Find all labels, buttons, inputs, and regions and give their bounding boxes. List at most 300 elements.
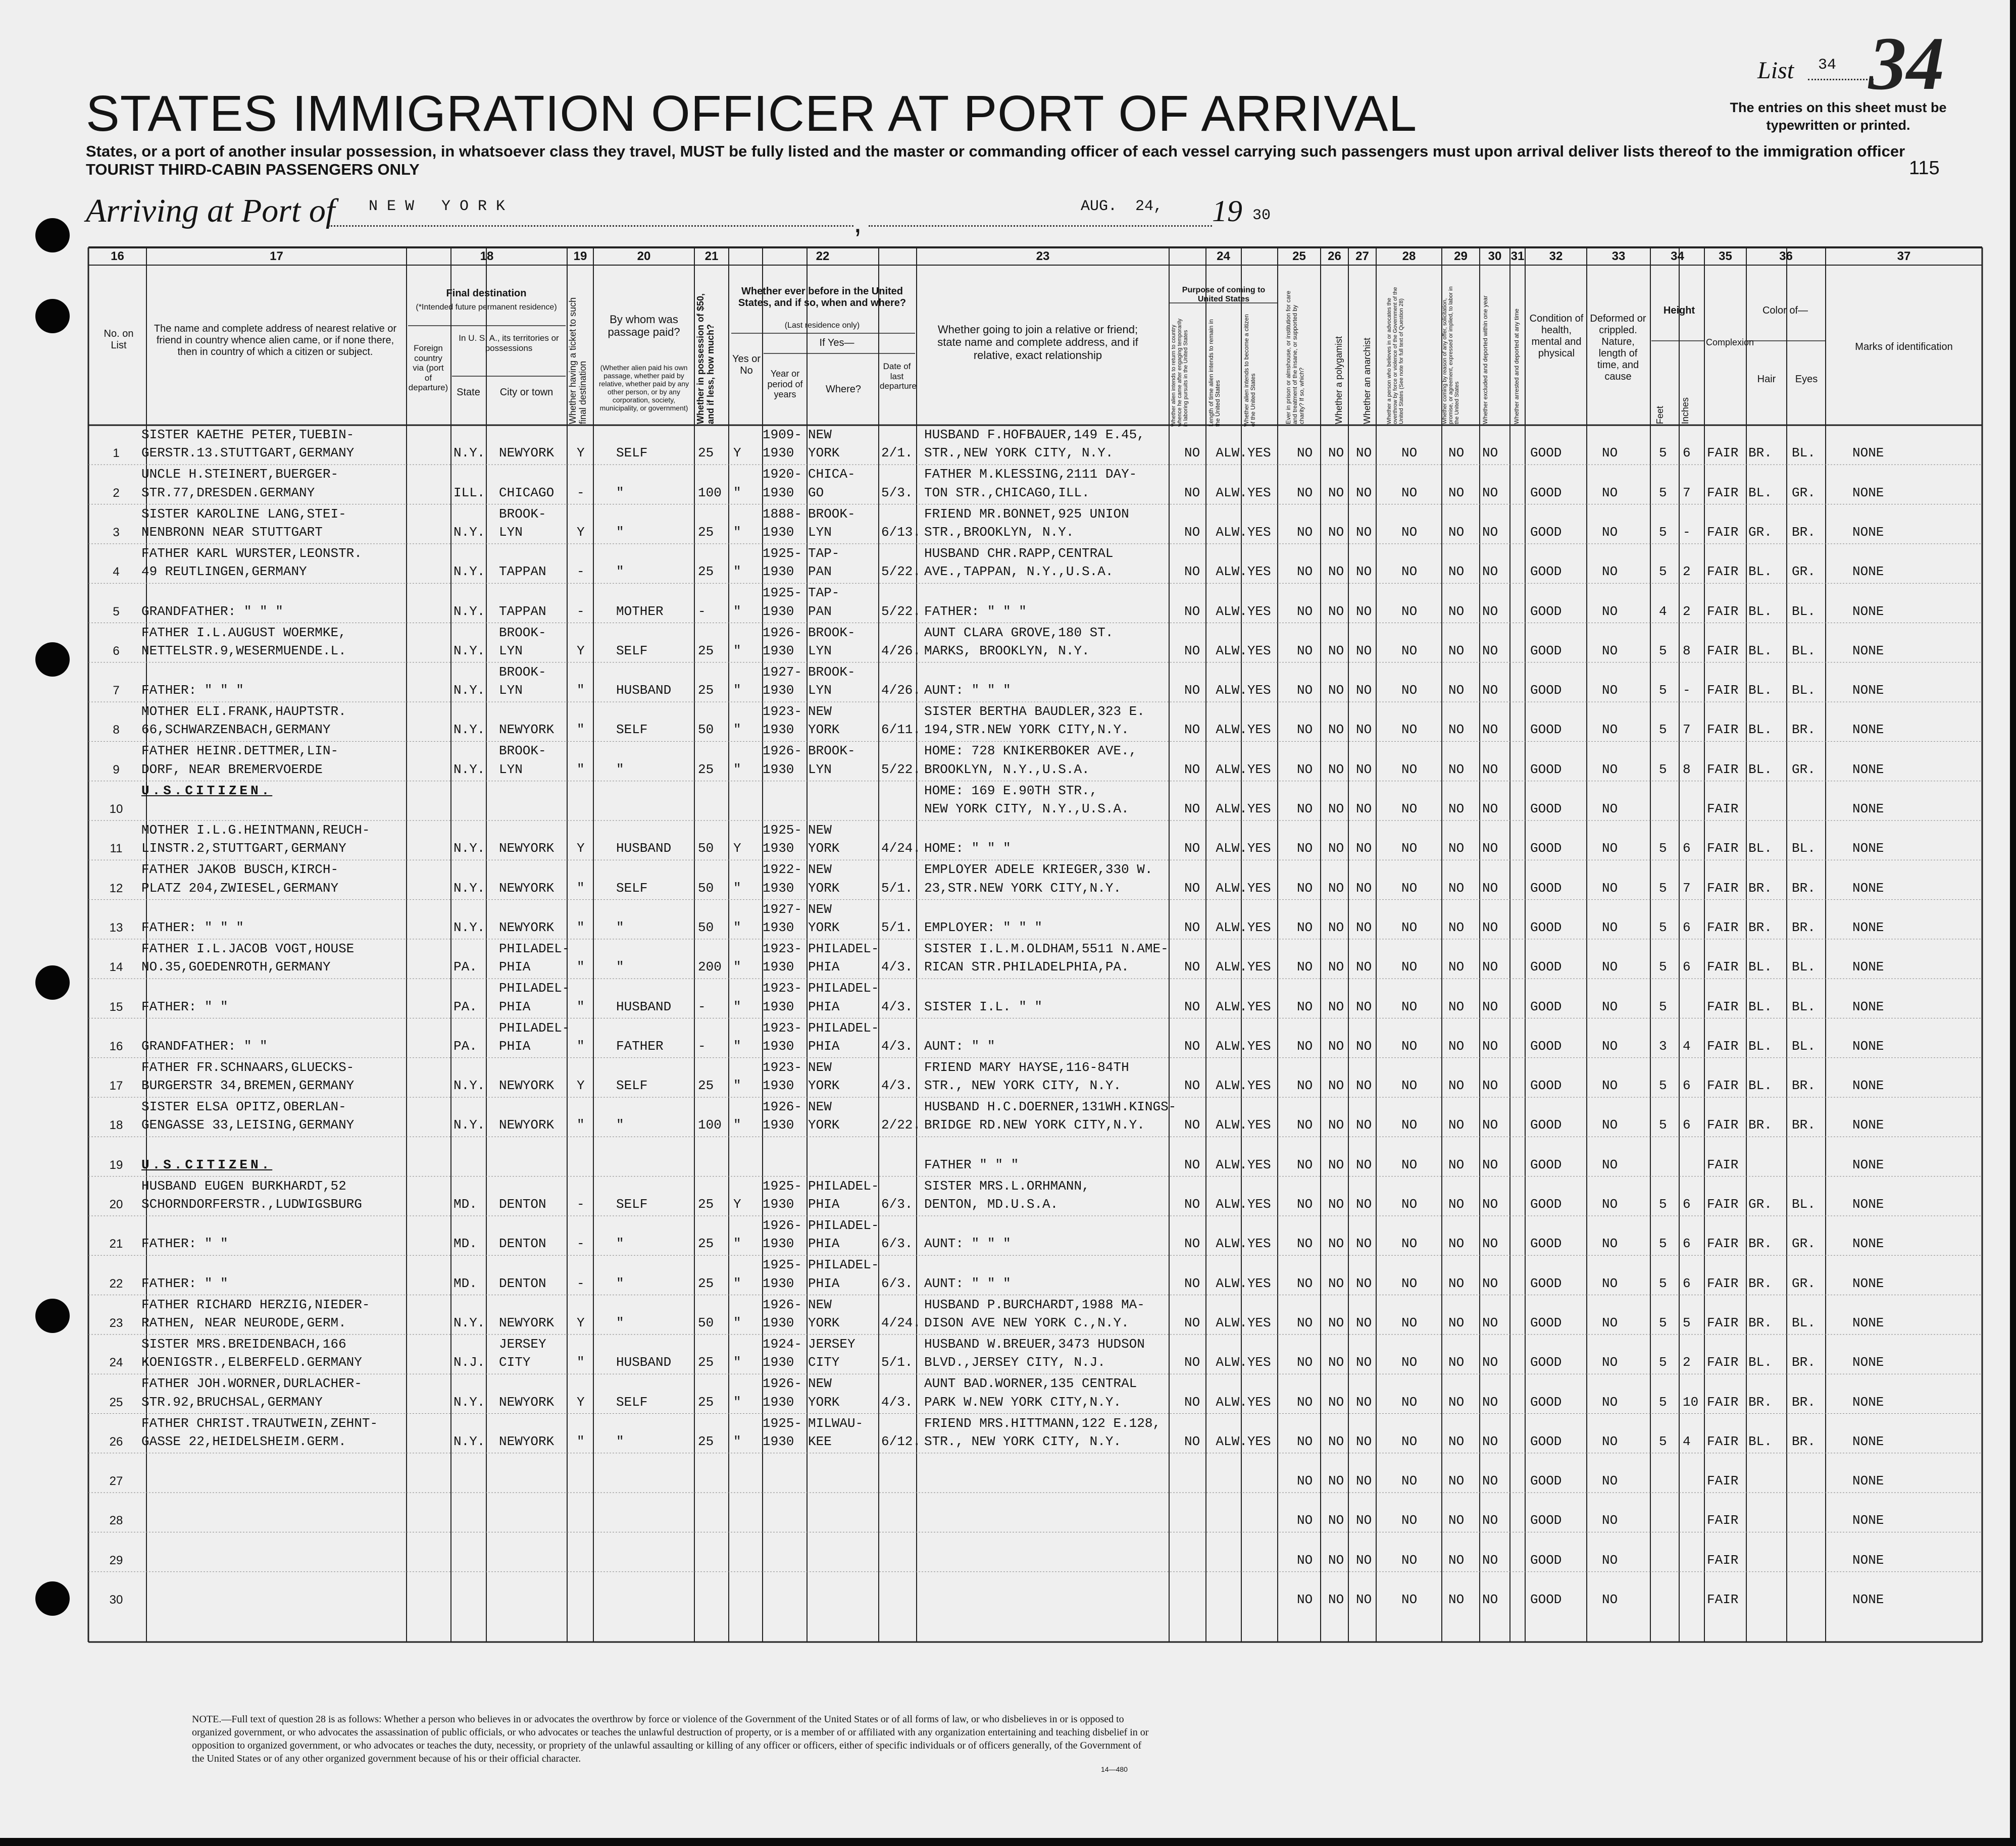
identification-marks: NONE bbox=[1852, 683, 1884, 698]
money-in-possession: 200 bbox=[698, 959, 722, 975]
relative-name: FATHER KARL WURSTER,LEONSTR. bbox=[141, 545, 362, 561]
hair-color: BL. bbox=[1748, 643, 1772, 658]
complexion: FAIR bbox=[1707, 1197, 1739, 1212]
health-condition: GOOD bbox=[1530, 1078, 1562, 1094]
eye-color: BR. bbox=[1792, 880, 1816, 896]
relative-address: SCHORNDORFERSTR.,LUDWIGSBURG bbox=[141, 1197, 362, 1212]
deformity: NO bbox=[1602, 1394, 1618, 1410]
destination-state: MD. bbox=[453, 1236, 477, 1252]
joining-relative: AUNT CLARA GROVE,180 ST. bbox=[924, 625, 1114, 640]
column-number: 22 bbox=[816, 249, 830, 263]
last-departure-date: 4/3. bbox=[881, 999, 913, 1014]
previous-year: 1930 bbox=[763, 1394, 794, 1410]
question-answer: NO bbox=[1328, 603, 1344, 619]
health-condition: GOOD bbox=[1530, 1275, 1562, 1291]
health-condition: GOOD bbox=[1530, 761, 1562, 777]
question-answer: NO bbox=[1328, 1552, 1344, 1568]
height-inches: 4 bbox=[1683, 1038, 1691, 1054]
destination-state: PA. bbox=[453, 1038, 477, 1054]
question-answer: NO bbox=[1448, 1197, 1465, 1212]
last-departure-date: 4/26. bbox=[881, 643, 921, 658]
height-inches: 5 bbox=[1683, 1315, 1691, 1330]
height-inches: 7 bbox=[1683, 722, 1691, 738]
col31-header: Whether arrested and deported at any time bbox=[1513, 309, 1520, 424]
deformity: NO bbox=[1602, 801, 1618, 816]
previous-location: BROOK- bbox=[808, 743, 855, 759]
passage-paid-by: SELF bbox=[616, 1394, 648, 1410]
destination-city: NEWYORK bbox=[499, 919, 555, 935]
question-answer: NO bbox=[1356, 1038, 1372, 1054]
deformity: NO bbox=[1602, 999, 1618, 1014]
previous-year: 1930 bbox=[763, 1433, 794, 1449]
complexion: FAIR bbox=[1707, 683, 1739, 698]
row-number: 13 bbox=[109, 920, 123, 935]
joining-address: STR.,BROOKLYN, N.Y. bbox=[924, 524, 1074, 540]
question-answer: NO bbox=[1328, 485, 1344, 500]
hair-color: BR. bbox=[1748, 1394, 1772, 1410]
eye-color: BR. bbox=[1792, 1355, 1816, 1370]
complexion: FAIR bbox=[1707, 1038, 1739, 1054]
question-answer: NO bbox=[1482, 959, 1498, 975]
previous-year: 1930 bbox=[763, 1315, 794, 1330]
joining-relative: SISTER MRS.L.ORHMANN, bbox=[924, 1178, 1090, 1194]
money-in-possession: 25 bbox=[698, 524, 714, 540]
last-departure-date: 4/3. bbox=[881, 1078, 913, 1094]
question-answer: NO bbox=[1401, 761, 1418, 777]
column-number: 37 bbox=[1897, 249, 1911, 263]
question-answer: NO bbox=[1328, 1513, 1344, 1528]
identification-marks: NONE bbox=[1852, 1394, 1884, 1410]
previously-in-us: Y bbox=[733, 841, 741, 856]
passage-paid-by: " bbox=[616, 524, 624, 540]
complexion: FAIR bbox=[1707, 603, 1739, 619]
previously-in-us: " bbox=[733, 999, 741, 1014]
question-answer: NO bbox=[1482, 683, 1498, 698]
complexion: FAIR bbox=[1707, 1355, 1739, 1370]
form-number: 14—480 bbox=[1101, 1765, 1128, 1773]
column-number: 19 bbox=[573, 249, 587, 263]
question-answer: NO bbox=[1482, 1592, 1498, 1607]
question-answer: NO bbox=[1328, 683, 1344, 698]
destination-state: N.Y. bbox=[453, 1394, 485, 1410]
destination-state: N.Y. bbox=[453, 643, 485, 658]
previous-year: 1930 bbox=[763, 603, 794, 619]
previous-year: 1930 bbox=[763, 445, 794, 461]
question-answer: NO bbox=[1401, 801, 1418, 816]
row-number: 26 bbox=[109, 1434, 123, 1449]
previous-year: 1930 bbox=[763, 841, 794, 856]
question-answer: NO bbox=[1356, 722, 1372, 738]
eye-color: BL. bbox=[1792, 841, 1816, 856]
identification-marks: NONE bbox=[1852, 999, 1884, 1014]
question-answer: NO bbox=[1297, 1552, 1313, 1568]
question-answer: NO bbox=[1448, 1078, 1465, 1094]
question-answer: NO bbox=[1482, 445, 1498, 461]
height-feet: 5 bbox=[1659, 880, 1667, 896]
joining-address: BROOKLYN, N.Y.,U.S.A. bbox=[924, 761, 1090, 777]
eye-color: BR. bbox=[1792, 1117, 1816, 1133]
ticket-to-destination: " bbox=[577, 761, 585, 777]
purpose-of-visit: NO ALW.YES bbox=[1184, 1236, 1271, 1252]
passage-paid-by: SELF bbox=[616, 722, 648, 738]
question-answer: NO bbox=[1297, 999, 1313, 1014]
joining-relative: HUSBAND W.BREUER,3473 HUDSON bbox=[924, 1336, 1145, 1352]
question-answer: NO bbox=[1356, 445, 1372, 461]
joining-relative: HUSBAND H.C.DOERNER,131WH.KINGS- bbox=[924, 1099, 1177, 1115]
previously-in-us: " bbox=[733, 643, 741, 658]
ticket-to-destination: - bbox=[577, 1236, 585, 1252]
col18-state-header: State bbox=[457, 387, 480, 398]
list-number-typed: 34 bbox=[1818, 57, 1837, 74]
previous-location: LYN bbox=[808, 683, 832, 698]
question-answer: NO bbox=[1328, 1394, 1344, 1410]
question-answer: NO bbox=[1448, 1117, 1465, 1133]
previous-location: YORK bbox=[808, 1078, 840, 1094]
row-number: 21 bbox=[109, 1237, 123, 1251]
row-number: 30 bbox=[109, 1593, 123, 1607]
previous-year: 1927- bbox=[763, 664, 802, 680]
question-answer: NO bbox=[1401, 999, 1418, 1014]
ticket-to-destination: " bbox=[577, 999, 585, 1014]
previous-year: 1930 bbox=[763, 1117, 794, 1133]
question-answer: NO bbox=[1356, 999, 1372, 1014]
hair-color: BL. bbox=[1748, 683, 1772, 698]
last-departure-date: 2/1. bbox=[881, 445, 913, 461]
destination-state: N.Y. bbox=[453, 1078, 485, 1094]
relative-address: RATHEN, NEAR NEURODE,GERM. bbox=[141, 1315, 346, 1330]
question-answer: NO bbox=[1356, 1473, 1372, 1489]
col25-header: Ever in prison or almshouse, or institution for care and treatment of the insane, or supported by charity? If so, which? bbox=[1285, 290, 1305, 424]
previous-location: YORK bbox=[808, 1117, 840, 1133]
complexion: FAIR bbox=[1707, 445, 1739, 461]
deformity: NO bbox=[1602, 1552, 1618, 1568]
height-inches: 6 bbox=[1683, 919, 1691, 935]
passage-paid-by: HUSBAND bbox=[616, 841, 672, 856]
health-condition: GOOD bbox=[1530, 1355, 1562, 1370]
deformity: NO bbox=[1602, 643, 1618, 658]
last-departure-date: 5/22. bbox=[881, 761, 921, 777]
deformity: NO bbox=[1602, 1038, 1618, 1054]
joining-relative: FRIEND MRS.HITTMANN,122 E.128, bbox=[924, 1415, 1161, 1431]
question-answer: NO bbox=[1482, 1355, 1498, 1370]
previous-location: YORK bbox=[808, 841, 840, 856]
last-departure-date: 4/24. bbox=[881, 1315, 921, 1330]
last-departure-date: 6/12. bbox=[881, 1433, 921, 1449]
destination-state: N.Y. bbox=[453, 722, 485, 738]
identification-marks: NONE bbox=[1852, 722, 1884, 738]
row-number: 5 bbox=[113, 604, 120, 619]
question-answer: NO bbox=[1297, 1275, 1313, 1291]
height-feet: 5 bbox=[1659, 761, 1667, 777]
previous-location: PHIA bbox=[808, 959, 840, 975]
question-answer: NO bbox=[1297, 683, 1313, 698]
identification-marks: NONE bbox=[1852, 643, 1884, 658]
question-answer: NO bbox=[1482, 1433, 1498, 1449]
col32-header: Condition of health, mental and physical bbox=[1529, 313, 1584, 359]
hair-color: BL. bbox=[1748, 1433, 1772, 1449]
previous-year: 1926- bbox=[763, 1218, 802, 1233]
question-answer: NO bbox=[1448, 1038, 1465, 1054]
identification-marks: NONE bbox=[1852, 1513, 1884, 1528]
relative-address: FATHER: " " bbox=[141, 999, 228, 1014]
question-answer: NO bbox=[1448, 1157, 1465, 1172]
question-answer: NO bbox=[1297, 524, 1313, 540]
joining-address: FATHER: " " " bbox=[924, 603, 1027, 619]
height-inches: 6 bbox=[1683, 445, 1691, 461]
question-answer: NO bbox=[1328, 1592, 1344, 1607]
hair-color: BR. bbox=[1748, 1275, 1772, 1291]
col24-header: Purpose of coming to United States bbox=[1182, 286, 1266, 304]
joining-address: TON STR.,CHICAGO,ILL. bbox=[924, 485, 1090, 500]
previous-location: NEW bbox=[808, 1059, 832, 1075]
question-answer: NO bbox=[1401, 1394, 1418, 1410]
col24a-header: Whether alien intends to return to country whence he came after engaging temporarily in laboring pursuits in the United States bbox=[1171, 318, 1189, 427]
row-number: 3 bbox=[113, 525, 120, 539]
identification-marks: NONE bbox=[1852, 919, 1884, 935]
destination-city: LYN bbox=[499, 643, 523, 658]
question-answer: NO bbox=[1328, 1275, 1344, 1291]
relative-address: KOENIGSTR.,ELBERFELD.GERMANY bbox=[141, 1355, 362, 1370]
purpose-of-visit: NO ALW.YES bbox=[1184, 1197, 1271, 1212]
question-answer: NO bbox=[1448, 524, 1465, 540]
identification-marks: NONE bbox=[1852, 564, 1884, 580]
question-answer: NO bbox=[1401, 445, 1418, 461]
passage-paid-by: HUSBAND bbox=[616, 1355, 672, 1370]
question-answer: NO bbox=[1297, 959, 1313, 975]
purpose-of-visit: NO ALW.YES bbox=[1184, 722, 1271, 738]
previous-location: TAP- bbox=[808, 545, 840, 561]
ticket-to-destination: Y bbox=[577, 1394, 585, 1410]
destination-city: LYN bbox=[499, 524, 523, 540]
col16-header: No. on List bbox=[104, 328, 134, 351]
health-condition: GOOD bbox=[1530, 801, 1562, 816]
col36-hair-header: Hair bbox=[1757, 374, 1776, 385]
question-answer: NO bbox=[1356, 1275, 1372, 1291]
question-answer: NO bbox=[1356, 643, 1372, 658]
identification-marks: NONE bbox=[1852, 801, 1884, 816]
destination-city: PHIA bbox=[499, 959, 531, 975]
col22-subheader: (Last residence only) bbox=[784, 321, 860, 330]
money-in-possession: 50 bbox=[698, 841, 714, 856]
height-feet: 5 bbox=[1659, 1197, 1667, 1212]
ticket-to-destination: - bbox=[577, 485, 585, 500]
complexion: FAIR bbox=[1707, 1592, 1739, 1607]
height-inches: - bbox=[1683, 683, 1691, 698]
question-answer: NO bbox=[1401, 485, 1418, 500]
previous-year: 1888- bbox=[763, 506, 802, 522]
joining-address: EMPLOYER: " " " bbox=[924, 919, 1043, 935]
question-answer: NO bbox=[1356, 1236, 1372, 1252]
complexion: FAIR bbox=[1707, 1117, 1739, 1133]
question-answer: NO bbox=[1401, 1117, 1418, 1133]
previous-location: GO bbox=[808, 485, 824, 500]
passage-paid-by: SELF bbox=[616, 880, 648, 896]
destination-city: TAPPAN bbox=[499, 564, 546, 580]
joining-relative: AUNT BAD.WORNER,135 CENTRAL bbox=[924, 1376, 1137, 1392]
previous-year: 1930 bbox=[763, 1236, 794, 1252]
last-departure-date: 4/3. bbox=[881, 1038, 913, 1054]
question-answer: NO bbox=[1448, 761, 1465, 777]
previous-location: PHIA bbox=[808, 1275, 840, 1291]
passage-paid-by: " bbox=[616, 1433, 624, 1449]
question-answer: NO bbox=[1328, 959, 1344, 975]
relative-address: STR.92,BRUCHSAL,GERMANY bbox=[141, 1394, 323, 1410]
ticket-to-destination: Y bbox=[577, 1078, 585, 1094]
column-number: 21 bbox=[704, 249, 719, 263]
page-number: 115 bbox=[1909, 158, 1940, 179]
relative-address: 49 REUTLINGEN,GERMANY bbox=[141, 564, 307, 580]
destination-city: NEWYORK bbox=[499, 1433, 555, 1449]
column-number: 25 bbox=[1292, 249, 1306, 263]
money-in-possession: 50 bbox=[698, 919, 714, 935]
previous-year: 1930 bbox=[763, 919, 794, 935]
eye-color: BR. bbox=[1792, 1433, 1816, 1449]
relative-address: GENGASSE 33,LEISING,GERMANY bbox=[141, 1117, 355, 1133]
previous-year: 1924- bbox=[763, 1336, 802, 1352]
question-answer: NO bbox=[1401, 1236, 1418, 1252]
relative-name: FATHER JAKOB BUSCH,KIRCH- bbox=[141, 862, 339, 878]
row-number: 14 bbox=[109, 960, 123, 975]
previous-location: PHILADEL- bbox=[808, 941, 879, 956]
complexion: FAIR bbox=[1707, 722, 1739, 738]
previous-location: YORK bbox=[808, 1394, 840, 1410]
complexion: FAIR bbox=[1707, 643, 1739, 658]
height-inches: 7 bbox=[1683, 485, 1691, 500]
passage-paid-by: " bbox=[616, 1315, 624, 1330]
question-answer: NO bbox=[1328, 643, 1344, 658]
money-in-possession: 25 bbox=[698, 1236, 714, 1252]
row-number: 7 bbox=[113, 684, 120, 698]
eye-color: GR. bbox=[1792, 485, 1816, 500]
deformity: NO bbox=[1602, 1236, 1618, 1252]
deformity: NO bbox=[1602, 1355, 1618, 1370]
question-answer: NO bbox=[1297, 1315, 1313, 1330]
previous-location: NEW bbox=[808, 1099, 832, 1115]
money-in-possession: 25 bbox=[698, 564, 714, 580]
eye-color: BL. bbox=[1792, 1038, 1816, 1054]
previous-year: 1930 bbox=[763, 683, 794, 698]
last-departure-date: 4/26. bbox=[881, 683, 921, 698]
column-number: 30 bbox=[1488, 249, 1502, 263]
col18-subheader: (*Intended future permanent residence) bbox=[416, 303, 557, 312]
destination-state: N.Y. bbox=[453, 919, 485, 935]
row-number: 6 bbox=[113, 644, 120, 658]
question-answer: NO bbox=[1401, 959, 1418, 975]
identification-marks: NONE bbox=[1852, 485, 1884, 500]
question-answer: NO bbox=[1356, 919, 1372, 935]
col22-ifyes-header: If Yes— bbox=[819, 337, 854, 348]
question-answer: NO bbox=[1297, 801, 1313, 816]
destination-city: NEWYORK bbox=[499, 1078, 555, 1094]
previous-location: BROOK- bbox=[808, 664, 855, 680]
height-feet: 5 bbox=[1659, 959, 1667, 975]
purpose-of-visit: NO ALW.YES bbox=[1184, 1275, 1271, 1291]
row-number: 19 bbox=[109, 1158, 123, 1172]
question-answer: NO bbox=[1401, 1513, 1418, 1528]
previously-in-us: " bbox=[733, 603, 741, 619]
row-number: 1 bbox=[113, 446, 120, 460]
col24c-header: Whether alien intends to become a citizen of the United States bbox=[1243, 314, 1257, 427]
column-number: 16 bbox=[111, 249, 124, 263]
question-answer: NO bbox=[1297, 564, 1313, 580]
complexion: FAIR bbox=[1707, 1473, 1739, 1489]
identification-marks: NONE bbox=[1852, 1197, 1884, 1212]
purpose-of-visit: NO ALW.YES bbox=[1184, 1078, 1271, 1094]
previous-year: 1925- bbox=[763, 1415, 802, 1431]
complexion: FAIR bbox=[1707, 999, 1739, 1014]
question-answer: NO bbox=[1297, 1592, 1313, 1607]
previous-location: NEW bbox=[808, 862, 832, 878]
height-feet: 5 bbox=[1659, 1275, 1667, 1291]
deformity: NO bbox=[1602, 1513, 1618, 1528]
previous-location: PHILADEL- bbox=[808, 1257, 879, 1273]
question-answer: NO bbox=[1328, 1117, 1344, 1133]
last-departure-date: 5/1. bbox=[881, 919, 913, 935]
question-answer: NO bbox=[1482, 1078, 1498, 1094]
hair-color: BL. bbox=[1748, 564, 1772, 580]
column-number: 29 bbox=[1454, 249, 1468, 263]
col21-header: Whether in possession of $50, and if less, how much? bbox=[695, 293, 716, 424]
identification-marks: NONE bbox=[1852, 1473, 1884, 1489]
question-answer: NO bbox=[1297, 1236, 1313, 1252]
relative-address: GRANDFATHER: " " " bbox=[141, 603, 283, 619]
complexion: FAIR bbox=[1707, 485, 1739, 500]
previous-year: 1923- bbox=[763, 1020, 802, 1036]
height-inches: 4 bbox=[1683, 1433, 1691, 1449]
previous-year: 1925- bbox=[763, 1178, 802, 1194]
joining-address: STR., NEW YORK CITY, N.Y. bbox=[924, 1433, 1122, 1449]
relative-name: FATHER RICHARD HERZIG,NIEDER- bbox=[141, 1297, 370, 1312]
col22-header: Whether ever before in the United States, and if so, when and where? bbox=[738, 286, 906, 309]
previously-in-us: " bbox=[733, 524, 741, 540]
question-answer: NO bbox=[1448, 603, 1465, 619]
question-answer: NO bbox=[1328, 1157, 1344, 1172]
column-number: 28 bbox=[1402, 249, 1416, 263]
last-departure-date: 5/3. bbox=[881, 485, 913, 500]
arriving-label: Arriving at Port of bbox=[86, 192, 335, 229]
col20-header: By whom was passage paid? bbox=[608, 313, 680, 339]
question-answer: NO bbox=[1356, 1433, 1372, 1449]
column-number: 18 bbox=[480, 249, 494, 263]
joining-address: DENTON, MD.U.S.A. bbox=[924, 1197, 1059, 1212]
question-answer: NO bbox=[1297, 485, 1313, 500]
hair-color: BL. bbox=[1748, 999, 1772, 1014]
previously-in-us: " bbox=[733, 1038, 741, 1054]
height-inches: - bbox=[1683, 524, 1691, 540]
question-answer: NO bbox=[1328, 1078, 1344, 1094]
passenger-class: TOURIST THIRD-CABIN PASSENGERS ONLY bbox=[86, 161, 420, 178]
purpose-of-visit: NO ALW.YES bbox=[1184, 1117, 1271, 1133]
joining-address: AUNT: " " " bbox=[924, 1275, 1011, 1291]
col36-eyes-header: Eyes bbox=[1795, 374, 1818, 385]
previous-location: NEW bbox=[808, 1376, 832, 1392]
last-departure-date: 5/22. bbox=[881, 564, 921, 580]
deformity: NO bbox=[1602, 919, 1618, 935]
joining-relative: SISTER I.L.M.OLDHAM,5511 N.AME- bbox=[924, 941, 1169, 956]
height-feet: 5 bbox=[1659, 643, 1667, 658]
health-condition: GOOD bbox=[1530, 643, 1562, 658]
height-feet: 5 bbox=[1659, 1117, 1667, 1133]
row-number: 29 bbox=[109, 1553, 123, 1567]
question-answer: NO bbox=[1448, 485, 1465, 500]
relative-address: BURGERSTR 34,BREMEN,GERMANY bbox=[141, 1078, 355, 1094]
last-departure-date: 4/3. bbox=[881, 959, 913, 975]
destination-state: PA. bbox=[453, 999, 477, 1014]
deformity: NO bbox=[1602, 564, 1618, 580]
ticket-to-destination: " bbox=[577, 1117, 585, 1133]
deformity: NO bbox=[1602, 722, 1618, 738]
question-answer: NO bbox=[1356, 1592, 1372, 1607]
